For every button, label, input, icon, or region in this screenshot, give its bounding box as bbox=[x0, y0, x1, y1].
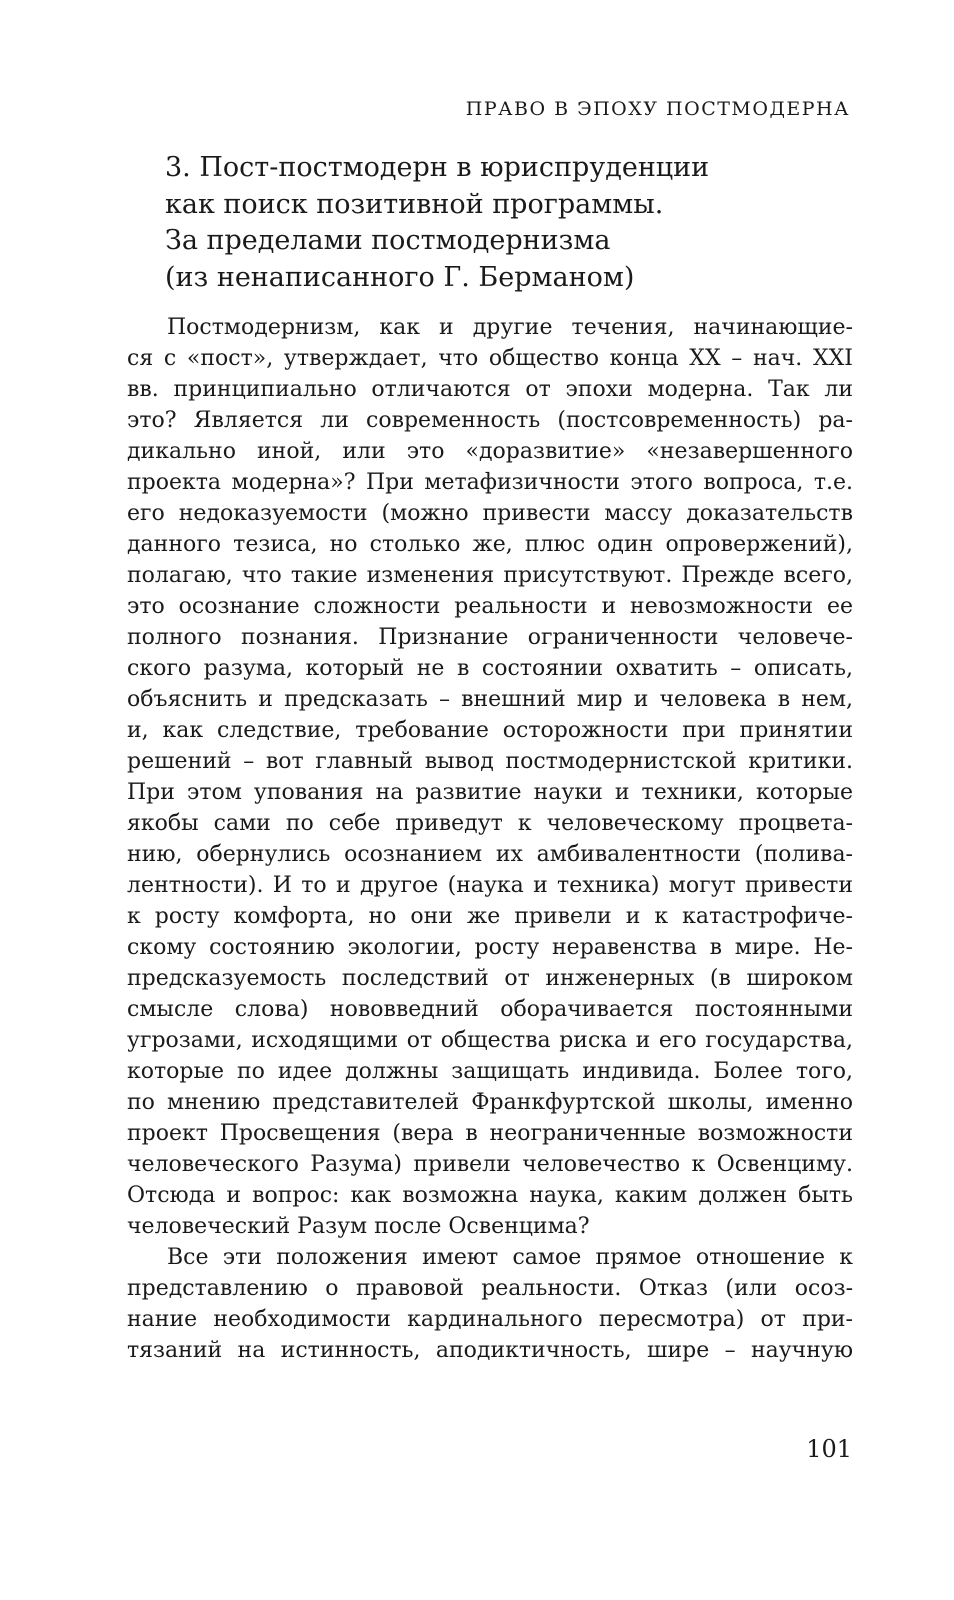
text-line: проект Просвещения (вера в неограниченные возможности bbox=[127, 1121, 853, 1146]
running-head: ПРАВО В ЭПОХУ ПОСТМОДЕРНА bbox=[465, 98, 850, 120]
section-title-line: За пределами постмодернизма bbox=[165, 225, 611, 256]
text-line: При этом упования на развитие науки и техники, которые bbox=[127, 780, 853, 805]
text-line: объяснить и предсказать – внешний мир и человека в нем, bbox=[127, 687, 853, 712]
paragraph-2 bbox=[127, 1242, 853, 1366]
text-line: дикально иной, или это «доразвитие» «незавершенного bbox=[127, 439, 853, 464]
text-line: Отсюда и вопрос: как возможна наука, каким должен быть bbox=[127, 1183, 853, 1208]
text-line: предсказуемость последствий от инженерных (в широком bbox=[127, 966, 853, 991]
text-line: смысле слова) нововведний оборачивается постоянными bbox=[127, 997, 853, 1022]
text-line: лентности). И то и другое (наука и техника) могут привести bbox=[127, 873, 853, 898]
text-line: представлению о правовой реальности. Отказ (или осоз- bbox=[127, 1276, 853, 1301]
text-line: и, как следствие, требование осторожности при принятии bbox=[127, 718, 853, 743]
section-title-line: 3. Пост-постмодерн в юриспруденции bbox=[165, 152, 710, 183]
text-line: человеческий Разум после Освенцима? bbox=[127, 1214, 590, 1239]
text-line: к росту комфорта, но они же привели и к катастрофиче- bbox=[127, 904, 853, 929]
text-line: скому состоянию экологии, росту неравенства в мире. Не- bbox=[127, 935, 853, 960]
text-line: полного познания. Признание ограниченности человече- bbox=[127, 625, 853, 650]
text-line: по мнению представителей Франкфуртской школы, именно bbox=[127, 1090, 853, 1115]
text-line: ского разума, который не в состоянии охватить – описать, bbox=[127, 656, 853, 681]
text-line: нию, обернулись осознанием их амбивалентности (полива- bbox=[127, 842, 853, 867]
text-line: данного тезиса, но столько же, плюс один опровержений), bbox=[127, 532, 853, 557]
text-line: Постмодернизм, как и другие течения, начинающие- bbox=[167, 315, 853, 340]
text-line: человеческого Разума) привели человечество к Освенциму. bbox=[127, 1152, 853, 1177]
text-line: ся с «пост», утверждает, что общество конца XX – нач. XXI bbox=[127, 346, 853, 371]
text-line: это? Является ли современность (постсовременность) ра- bbox=[127, 408, 853, 433]
section-title-line: (из ненаписанного Г. Берманом) bbox=[165, 261, 635, 293]
text-line: Все эти положения имеют самое прямое отношение к bbox=[167, 1245, 853, 1270]
text-line: его недоказуемости (можно привести массу доказательств bbox=[127, 501, 853, 526]
section-title-line: как поиск позитивной программы. bbox=[165, 188, 664, 220]
text-line: проекта модерна»? При метафизичности этого вопроса, т.е. bbox=[127, 470, 853, 495]
text-line: нание необходимости кардинального пересмотра) от при- bbox=[127, 1307, 853, 1332]
text-line: решений – вот главный вывод постмодернистской критики. bbox=[127, 749, 853, 774]
paragraph-1 bbox=[127, 312, 853, 1242]
text-line: это осознание сложности реальности и невозможности ее bbox=[127, 594, 853, 619]
text-line: полагаю, что такие изменения присутствуют. Прежде всего, bbox=[127, 563, 853, 588]
section-title bbox=[165, 150, 865, 296]
text-line: угрозами, исходящими от общества риска и его государства, bbox=[127, 1028, 853, 1053]
text-line: якобы сами по себе приведут к человеческому процвета- bbox=[127, 811, 853, 836]
body-text bbox=[127, 312, 853, 1366]
text-line: вв. принципиально отличаются от эпохи модерна. Так ли bbox=[127, 377, 853, 402]
page-number: 101 bbox=[806, 1435, 852, 1463]
text-line: тязаний на истинность, аподиктичность, шире – научную bbox=[127, 1338, 853, 1363]
text-line: которые по идее должны защищать индивида. Более того, bbox=[127, 1059, 853, 1084]
